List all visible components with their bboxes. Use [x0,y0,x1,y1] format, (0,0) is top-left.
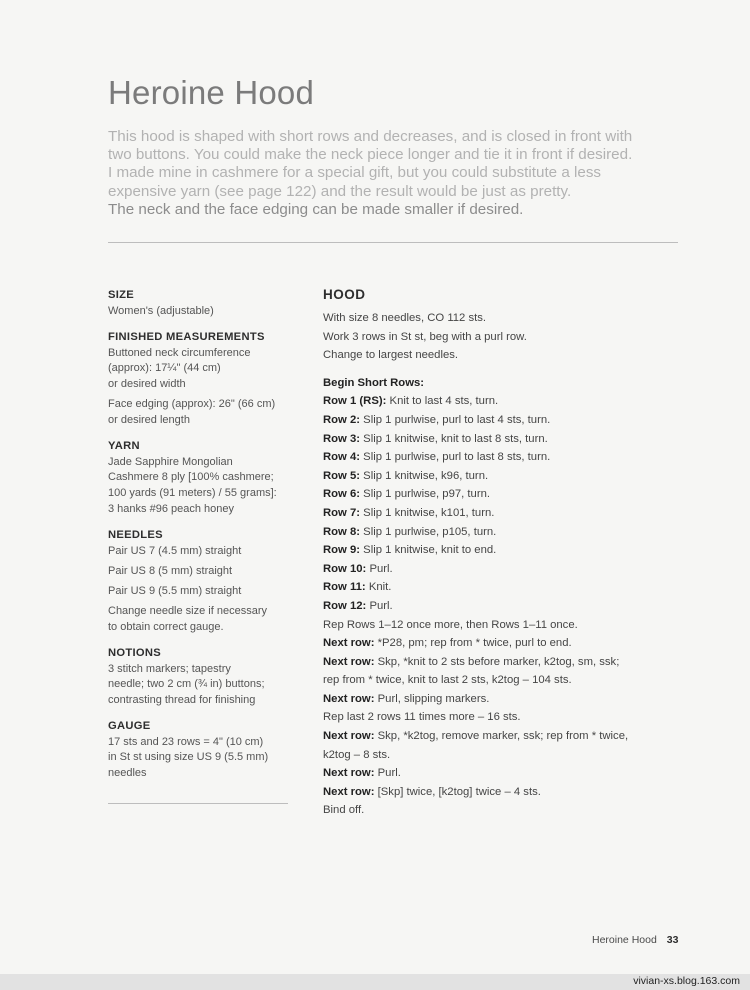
instruction-line [323,392,683,411]
row-label: Row 9: [323,544,361,557]
spec-line: in St st using size US 9 (5.5 mm) [108,751,269,764]
hood-intro-line: With size 8 needles, CO 112 sts. [323,312,487,324]
row-label: Row 5: [323,469,361,482]
spec-section [108,646,298,709]
specs-column [108,288,298,792]
row-text: Slip 1 purlwise, p97, turn. [360,488,491,501]
row-label: Row 8: [323,525,361,538]
spec-section [108,439,298,518]
instruction-line [323,411,683,430]
hood-intro-line: Change to largest needles. [323,349,459,362]
row-text: Knit. [365,581,392,594]
instruction-line [323,708,683,727]
row-text: Slip 1 knitwise, k101, turn. [360,506,495,519]
spec-line: Pair US 8 (5 mm) straight [108,564,233,577]
spec-section [108,330,298,429]
instruction-line [323,541,683,560]
spec-heading: GAUGE [108,719,151,732]
row-label: Row 3: [323,432,361,445]
instruction-line [323,430,683,449]
watermark-bar [0,974,750,990]
row-text: Skp, *knit to 2 sts before marker, k2tog, sm, ssk; [374,655,620,668]
instruction-line [323,523,683,542]
row-text: *P28, pm; rep from * twice, purl to end. [374,637,572,650]
intro-line: This hood is shaped with short rows and decreases, and is closed in front with [108,128,633,145]
row-text: Slip 1 knitwise, k96, turn. [360,469,489,482]
instruction-line [323,671,683,690]
instruction-line [323,727,683,746]
row-text: Rep last 2 rows 11 times more – 16 sts. [323,711,521,724]
row-text: Slip 1 knitwise, knit to end. [360,544,497,557]
spec-heading: NOTIONS [108,646,162,659]
spec-line: 3 stitch markers; tapestry [108,662,231,675]
spec-line: Face edging (approx): 26" (66 cm) [108,398,276,411]
row-label: Row 6: [323,488,361,501]
row-text: [Skp] twice, [k2tog] twice – 4 sts. [374,785,541,798]
row-text: Purl. [366,599,393,612]
row-text: Rep Rows 1–12 once more, then Rows 1–11 once. [323,618,578,631]
instruction-line [323,485,683,504]
row-label: Row 4: [323,451,361,464]
header-divider [108,242,678,243]
instruction-line [323,504,683,523]
page-title: Heroine Hood [108,74,315,111]
row-instructions [323,392,683,820]
spec-line: Pair US 7 (4.5 mm) straight [108,544,242,557]
spec-section [108,719,298,782]
intro-line: I made mine in cashmere for a special gift, but you could substitute a less [108,164,602,182]
spec-heading: NEEDLES [108,528,163,541]
watermark-text: vivian-xs.blog.163.com [633,975,740,987]
row-label: Next row: [323,785,375,798]
instruction-line [323,801,683,820]
row-label: Next row: [323,767,375,780]
row-label: Next row: [323,655,375,668]
specs-divider [108,803,288,804]
spec-section [108,528,298,636]
spec-line: Pair US 9 (5.5 mm) straight [108,584,242,597]
row-label: Row 2: [323,413,361,426]
spec-line: or desired width [108,378,186,391]
instruction-line [323,597,683,616]
intro-line: The neck and the face edging can be made smaller if desired. [108,200,524,218]
row-label: Row 11: [323,581,366,594]
spec-line: (approx): 17¼" (44 cm) [108,362,221,375]
spec-heading: FINISHED MEASUREMENTS [108,330,265,343]
intro-line: expensive yarn (see page 122) and the result would be just as pretty. [108,182,572,200]
spec-line: needle; two 2 cm (¾ in) buttons; [108,678,265,691]
instruction-line [323,616,683,635]
instruction-line [323,578,683,597]
row-text: Slip 1 purlwise, p105, turn. [360,525,497,538]
row-label: Row 1 (RS): [323,395,387,408]
spec-line: 3 hanks #96 peach honey [108,502,234,515]
spec-line: Buttoned neck circumference [108,346,251,359]
spec-heading: YARN [108,439,140,452]
row-text: Purl, slipping markers. [374,692,490,705]
row-label: Next row: [323,637,375,650]
instruction-line [323,467,683,486]
spec-line: 100 yards (91 meters) / 55 grams]: [108,487,277,500]
instruction-line [323,783,683,802]
instructions-column [323,286,683,820]
hood-intro [323,309,683,365]
spec-line: Women's (adjustable) [108,305,214,317]
hood-heading: HOOD [323,287,366,302]
spec-section [108,288,298,320]
row-text: Purl. [366,562,393,575]
instruction-line [323,690,683,709]
row-label: Row 7: [323,506,361,519]
spec-line: to obtain correct gauge. [108,620,224,633]
row-label: Row 10: [323,562,367,575]
spec-line: Cashmere 8 ply [100% cashmere; [108,471,274,484]
page-number: 33 [666,934,679,946]
row-text: Skp, *k2tog, remove marker, ssk; rep from * twice, [374,730,629,743]
spec-line: Change needle size if necessary [108,605,267,618]
spec-line: Jade Sapphire Mongolian [108,455,233,468]
hood-intro-line: Work 3 rows in St st, beg with a purl row. [323,330,527,343]
row-text: Purl. [374,767,401,780]
row-text: Knit to last 4 sts, turn. [386,395,499,408]
instruction-line [323,764,683,783]
row-text: k2tog – 8 sts. [323,748,391,761]
spec-line: 17 sts and 23 rows = 4" (10 cm) [108,735,264,748]
instruction-line [323,634,683,653]
row-text: Slip 1 purlwise, purl to last 8 sts, turn. [360,451,551,464]
running-title: Heroine Hood [592,934,657,946]
spec-line: contrasting thread for finishing [108,693,256,706]
row-text: Slip 1 knitwise, knit to last 8 sts, turn. [360,432,548,445]
spec-line: or desired length [108,414,190,427]
row-text: Bind off. [323,804,365,817]
row-label: Next row: [323,730,375,743]
row-label: Next row: [323,692,375,705]
row-text: rep from * twice, knit to last 2 sts, k2tog – 104 sts. [323,674,572,687]
short-rows-heading: Begin Short Rows: [323,376,425,389]
instruction-line [323,560,683,579]
page-footer [592,934,678,946]
intro-line: two buttons. You could make the neck piece longer and tie it in front if desired. [108,146,633,164]
spec-line: needles [108,767,147,780]
row-label: Row 12: [323,599,367,612]
instruction-line [323,746,683,765]
instruction-line [323,653,683,672]
instruction-line [323,448,683,467]
spec-heading: SIZE [108,289,135,301]
row-text: Slip 1 purlwise, purl to last 4 sts, turn. [360,413,551,426]
intro-paragraph [108,128,688,219]
